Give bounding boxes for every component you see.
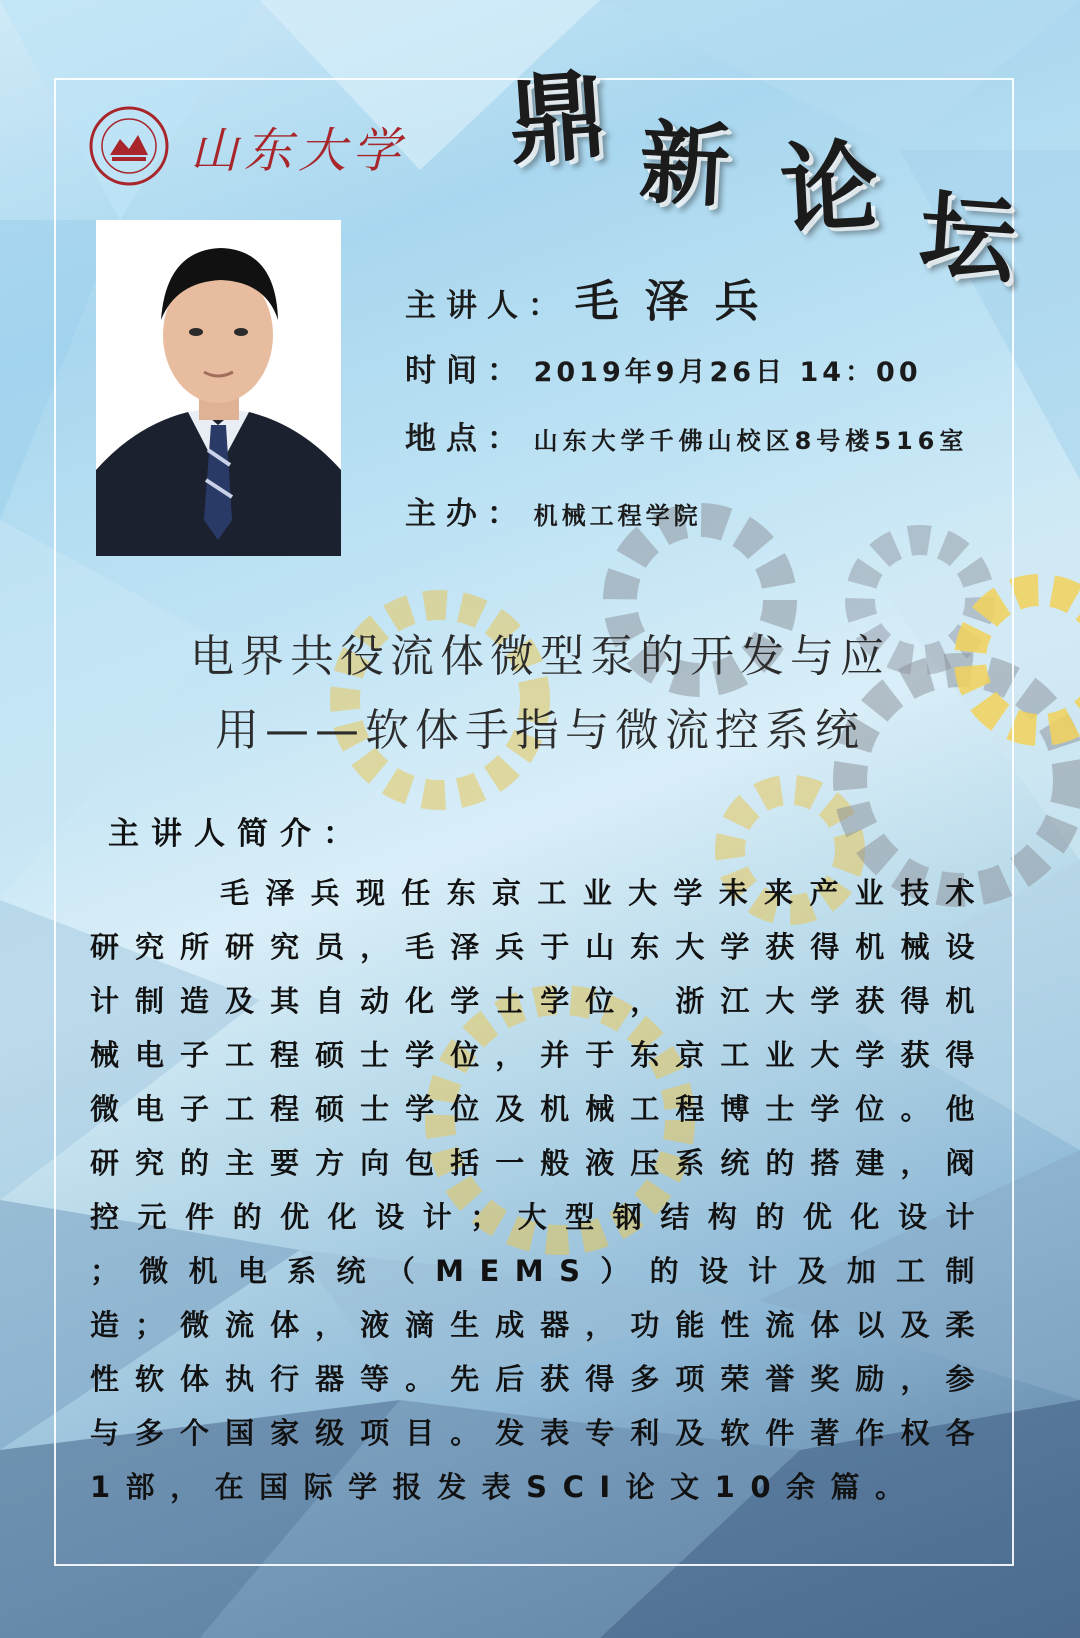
forum-title-char: 新	[636, 109, 733, 221]
bio-heading: 主讲人简介：	[108, 816, 366, 852]
speaker-name: 毛泽兵	[574, 276, 785, 327]
forum-title-char: 鼎	[504, 57, 611, 180]
time-value: 2019年9月26日 14：00	[533, 357, 922, 388]
host-row	[405, 488, 702, 533]
talk-title	[80, 620, 1000, 768]
university-name: 山东大学	[190, 123, 407, 179]
bio-text: 毛泽兵现任东京工业大学未来产业技术研究所研究员，毛泽兵于山东大学获得机械设计制造及其自动化学士学位，浙江大学获得机械电子工程硕士学位，并于东京工业大学获得微电子工程硕士学位及机械工程博士学位。他研究的主要方向包括一般液压系统的搭建，阀控元件的优化设计；大型钢结构的优化设计 ；微机电系统（MEMS）的设计及加工制造；微流体，液滴生成器，功能性流体以及柔性软体执行器等。先后获得多项荣誉奖励，参与多个国家级项目。发表专利及软件著作权各1部，在国际学报发表SCI论文10余篇。	[90, 876, 990, 1504]
time-label: 时间：	[405, 353, 528, 389]
talk-title-line-2: 用——软体手指与微流控系统	[215, 705, 865, 756]
place-label: 地点：	[405, 421, 528, 457]
speaker-photo	[96, 220, 341, 556]
host-value: 机械工程学院	[533, 502, 702, 530]
forum-title-char: 坛	[915, 177, 1020, 298]
place-value: 山东大学千佛山校区8号楼516室	[533, 427, 969, 455]
speaker-label: 主讲人：	[405, 288, 569, 324]
speaker-row	[405, 265, 785, 329]
time-row	[405, 345, 922, 390]
place-row	[405, 413, 968, 458]
forum-title-char: 论	[777, 128, 882, 249]
talk-title-line-1: 电界共役流体微型泵的开发与应	[190, 631, 890, 682]
host-label: 主办：	[405, 496, 528, 532]
